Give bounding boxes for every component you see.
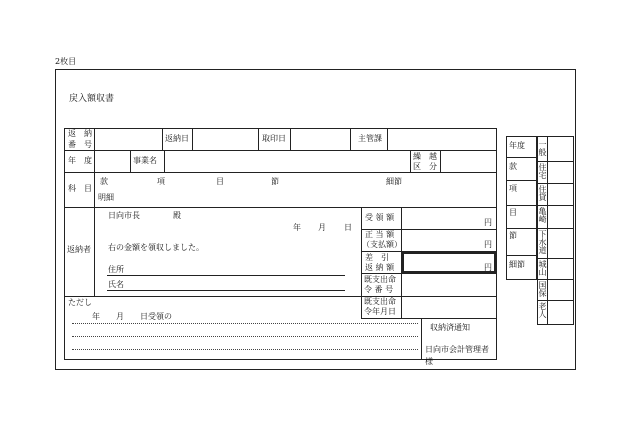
page-label: 2枚目: [55, 57, 77, 66]
dept-field[interactable]: [389, 130, 495, 148]
kou-label: 項: [157, 177, 165, 186]
date-tsuki: 月: [318, 223, 326, 232]
return-date-label: 返納日: [165, 134, 189, 143]
order-date-label: 既支出命: [364, 297, 396, 306]
tadashi-text: ただし: [68, 298, 92, 307]
address-line[interactable]: [107, 275, 345, 276]
address-label: 住所: [108, 265, 124, 274]
order-number-label-2: 令 番 号: [364, 285, 394, 294]
dept-label: 主管課: [358, 134, 382, 143]
stamp-date-field[interactable]: [292, 130, 348, 148]
returner-label: 返納者: [67, 245, 91, 254]
year-label: 年 度: [68, 156, 92, 165]
side-moku: 目: [509, 208, 517, 217]
side-setsu: 節: [509, 231, 517, 240]
diff-amount-label: 差 引: [365, 253, 389, 262]
side-kan: 款: [509, 162, 517, 171]
correct-amount-label: 正 当 額: [365, 230, 395, 239]
dono-text: 殿: [173, 211, 181, 220]
order-date-label-2: 令年月日: [364, 307, 396, 316]
year-field[interactable]: [96, 152, 128, 170]
side-shiroyama: 城山: [538, 260, 547, 276]
carryover-field[interactable]: [442, 152, 495, 170]
side-rojin: 老人: [538, 302, 547, 318]
carryover-label-2: 区 分: [413, 162, 437, 171]
side-kamesaki: 亀崎: [538, 207, 547, 223]
return-number-label: 返 納: [68, 129, 92, 138]
mayor-text: 日向市長: [108, 211, 140, 220]
carryover-label: 繰 越: [413, 152, 437, 161]
treasurer-cut: 様: [425, 357, 433, 366]
return-number-label-2: 番 号: [68, 140, 92, 149]
name-label: 氏名: [108, 280, 124, 289]
diff-amount-label-2: 返 納 額: [365, 263, 395, 272]
return-date-field[interactable]: [194, 130, 256, 148]
receipt-date-text: 年 月 日受領の: [92, 312, 172, 321]
correct-amount-yen: 円: [484, 240, 492, 249]
business-name-label: 事業名: [133, 156, 157, 165]
side-jutaku: 住宅: [538, 163, 547, 179]
side-gesuido: 下水道: [538, 230, 547, 254]
saisetsu-label: 細節: [386, 177, 402, 186]
treasurer-label: 日向市会計管理者: [425, 345, 489, 354]
diff-amount-box: [402, 252, 496, 273]
form-title: 戻入額収書: [69, 94, 115, 104]
received-amount-label: 受 領 額: [365, 213, 395, 222]
stamp-date-label: 取印日: [262, 134, 286, 143]
side-ippan: 一般: [538, 140, 547, 156]
diff-amount-yen: 円: [484, 263, 492, 272]
order-number-label: 既支出命: [364, 275, 396, 284]
side-kokuho: 国保: [538, 281, 547, 297]
received-amount-yen: 円: [484, 218, 492, 227]
moku-label: 目: [216, 177, 224, 186]
side-kou: 項: [509, 184, 517, 193]
date-hi: 日: [344, 223, 352, 232]
name-line[interactable]: [107, 290, 345, 291]
setsu-label: 節: [271, 177, 279, 186]
correct-amount-label-2: （支払額）: [362, 240, 402, 249]
side-year: 年度: [509, 141, 525, 150]
date-nen: 年: [293, 223, 301, 232]
return-number-field[interactable]: [96, 130, 160, 148]
side-saisetsu: 細節: [509, 260, 525, 269]
receipt-statement: 右の金額を領収しました。: [108, 243, 204, 252]
kan-label: 款: [100, 177, 108, 186]
account-label: 科 目: [68, 184, 92, 193]
business-name-field[interactable]: [166, 152, 408, 170]
meisai-label: 明細: [98, 193, 114, 202]
notice-label: 収納済通知: [430, 323, 470, 332]
side-jukashi: 住貸: [538, 185, 547, 201]
